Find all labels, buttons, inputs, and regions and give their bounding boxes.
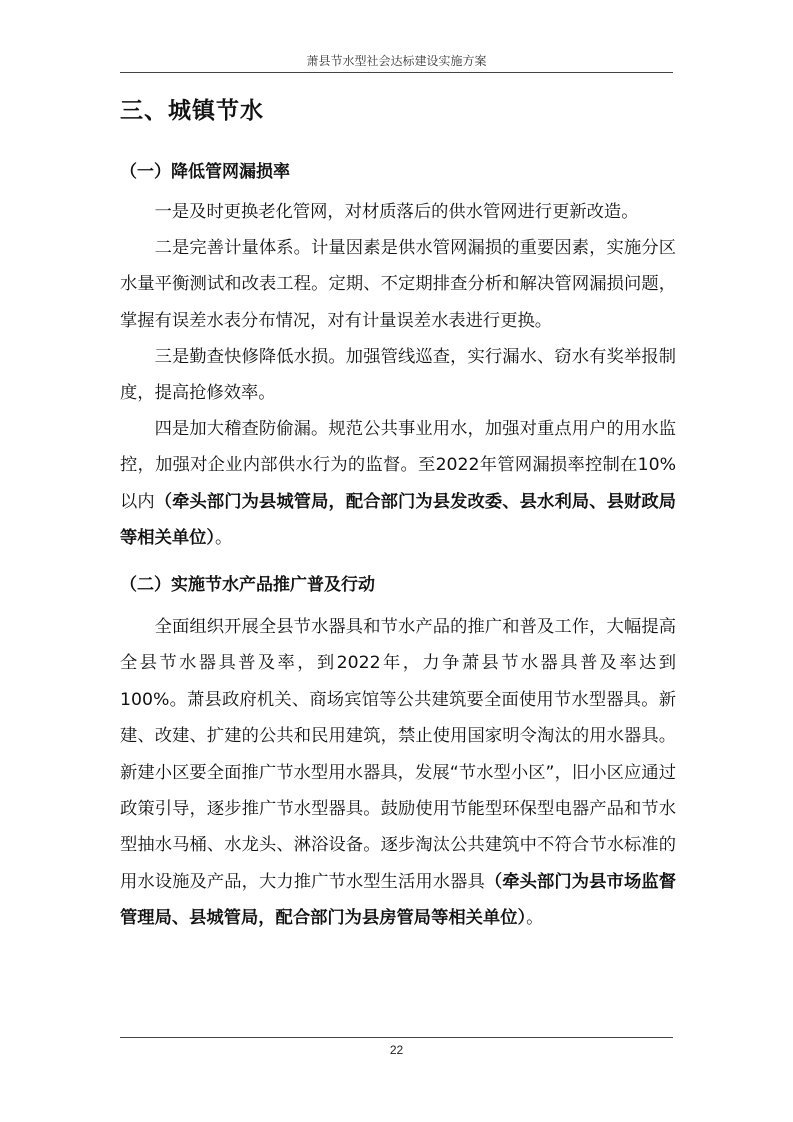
paragraph-text: 三是勤查快修降低水损。加强管线巡查，实行漏水、窃水有奖举报制度，提高抢修效率。 (120, 347, 676, 404)
paragraph-tail: 。 (215, 528, 233, 549)
paragraph-text: 全面组织开展全县节水器具和节水产品的推广和普及工作，大幅提高全县节水器具普及率，到2022年，力争萧县节水器具普及率达到100%。萧县政府机关、商场宾馆等公共建筑要全面使用节水型器具。新建、改建、扩建的公共和民用建筑，禁止使用国家明令淘汰的用水器具。新建小区要全面推广节水型用水器具，发展“节水型小区”，旧小区应通过政策引导，逐步推广节水型器具。鼓励使用节能型环保型电器产品和节水型抽水马桶、水龙头、淋浴设备。逐步淘汰公共建筑中不符合节水标准的用水设施及产品，大力推广节水型生活用水器具 (120, 617, 676, 892)
paragraph (120, 339, 676, 412)
footer-rule (120, 1037, 673, 1038)
paragraph-tail: 。 (526, 908, 544, 929)
paragraph-text: 二是完善计量体系。计量因素是供水管网漏损的重要因素，实施分区水量平衡测试和改表工程。定期、不定期排查分析和解决管网漏损问题，掌握有误差水表分布情况，对有计量误差水表进行更换。 (120, 238, 676, 331)
subsection-heading-2: （二）实施节水产品推广普及行动 (120, 575, 375, 595)
paragraph (120, 609, 676, 937)
header-rule (120, 72, 673, 73)
responsible-units: （牵头部门为县市场监督管理局、县城管局，配合部门为县房管局等相关单位） (120, 871, 676, 929)
section-heading: 三、城镇节水 (120, 98, 264, 124)
paragraph (120, 230, 676, 339)
page-number: 22 (389, 1043, 404, 1057)
responsible-units: （牵头部门为县城管局，配合部门为县发改委、县水利局、县财政局等相关单位） (120, 491, 676, 549)
paragraph (120, 411, 676, 557)
paragraph-text: 一是及时更换老化管网，对材质落后的供水管网进行更新改造。 (154, 202, 639, 222)
paragraph (120, 194, 676, 230)
page-header: 萧县节水型社会达标建设实施方案 (306, 54, 487, 68)
paragraph-text: 四是加大稽查防偷漏。规范公共事业用水，加强对重点用户的用水监控，加强对企业内部供水行为的监督。至2022年管网漏损率控制在10%以内 (120, 419, 676, 512)
subsection-heading-1: （一）降低管网漏损率 (120, 162, 290, 182)
